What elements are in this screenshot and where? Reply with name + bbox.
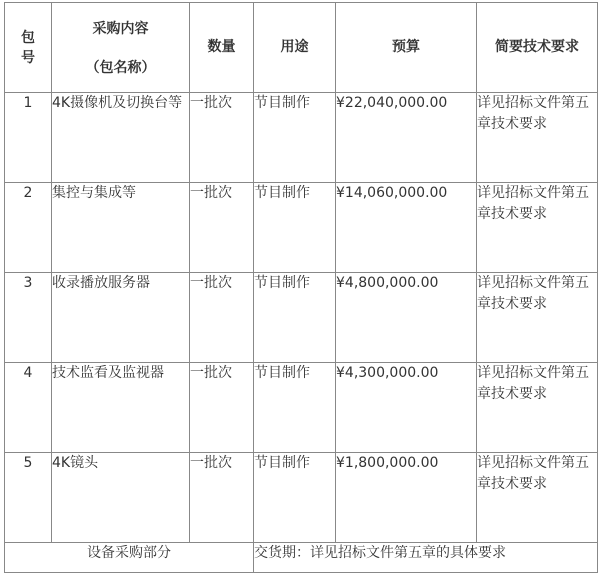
cell-usage: 节目制作 [254, 453, 336, 543]
cell-quantity: 一批次 [190, 453, 254, 543]
header-quantity: 数量 [190, 3, 254, 93]
cell-quantity: 一批次 [190, 183, 254, 273]
cell-usage: 节目制作 [254, 93, 336, 183]
cell-content: 集控与集成等 [52, 183, 190, 273]
table-footer-row [5, 543, 598, 573]
header-content-line1: 采购内容 [92, 20, 149, 37]
header-usage: 用途 [254, 3, 336, 93]
cell-requirements: 详见招标文件第五章技术要求 [477, 363, 598, 453]
table-row [5, 183, 598, 273]
cell-quantity: 一批次 [190, 363, 254, 453]
table-row [5, 273, 598, 363]
cell-budget: ¥14,060,000.00 [336, 183, 477, 273]
footer-label: 设备采购部分 [5, 543, 254, 573]
cell-content: 4K摄像机及切换台等 [52, 93, 190, 183]
cell-content: 4K镜头 [52, 453, 190, 543]
cell-budget: ¥22,040,000.00 [336, 93, 477, 183]
cell-package-no: 2 [5, 183, 52, 273]
table-row [5, 363, 598, 453]
cell-usage: 节目制作 [254, 273, 336, 363]
cell-budget: ¥4,300,000.00 [336, 363, 477, 453]
cell-budget: ¥4,800,000.00 [336, 273, 477, 363]
cell-requirements: 详见招标文件第五章技术要求 [477, 183, 598, 273]
header-package-no [5, 3, 52, 93]
header-requirements: 简要技术要求 [477, 3, 598, 93]
cell-package-no: 3 [5, 273, 52, 363]
cell-content: 技术监看及监视器 [52, 363, 190, 453]
cell-content: 收录播放服务器 [52, 273, 190, 363]
table-row [5, 93, 598, 183]
header-budget: 预算 [336, 3, 477, 93]
cell-budget: ¥1,800,000.00 [336, 453, 477, 543]
header-content [52, 3, 190, 93]
table-header-row [5, 3, 598, 93]
cell-requirements: 详见招标文件第五章技术要求 [477, 273, 598, 363]
cell-package-no: 4 [5, 363, 52, 453]
cell-usage: 节目制作 [254, 363, 336, 453]
cell-usage: 节目制作 [254, 183, 336, 273]
header-package-no-line2: 号 [21, 49, 35, 66]
cell-requirements: 详见招标文件第五章技术要求 [477, 93, 598, 183]
cell-requirements: 详见招标文件第五章技术要求 [477, 453, 598, 543]
header-package-no-line1: 包 [21, 29, 35, 46]
cell-package-no: 5 [5, 453, 52, 543]
procurement-table [4, 2, 598, 573]
table-row [5, 453, 598, 543]
cell-quantity: 一批次 [190, 273, 254, 363]
cell-package-no: 1 [5, 93, 52, 183]
header-content-line2: （包名称） [85, 59, 156, 76]
footer-delivery-note: 交货期：详见招标文件第五章的具体要求 [254, 543, 598, 573]
cell-quantity: 一批次 [190, 93, 254, 183]
